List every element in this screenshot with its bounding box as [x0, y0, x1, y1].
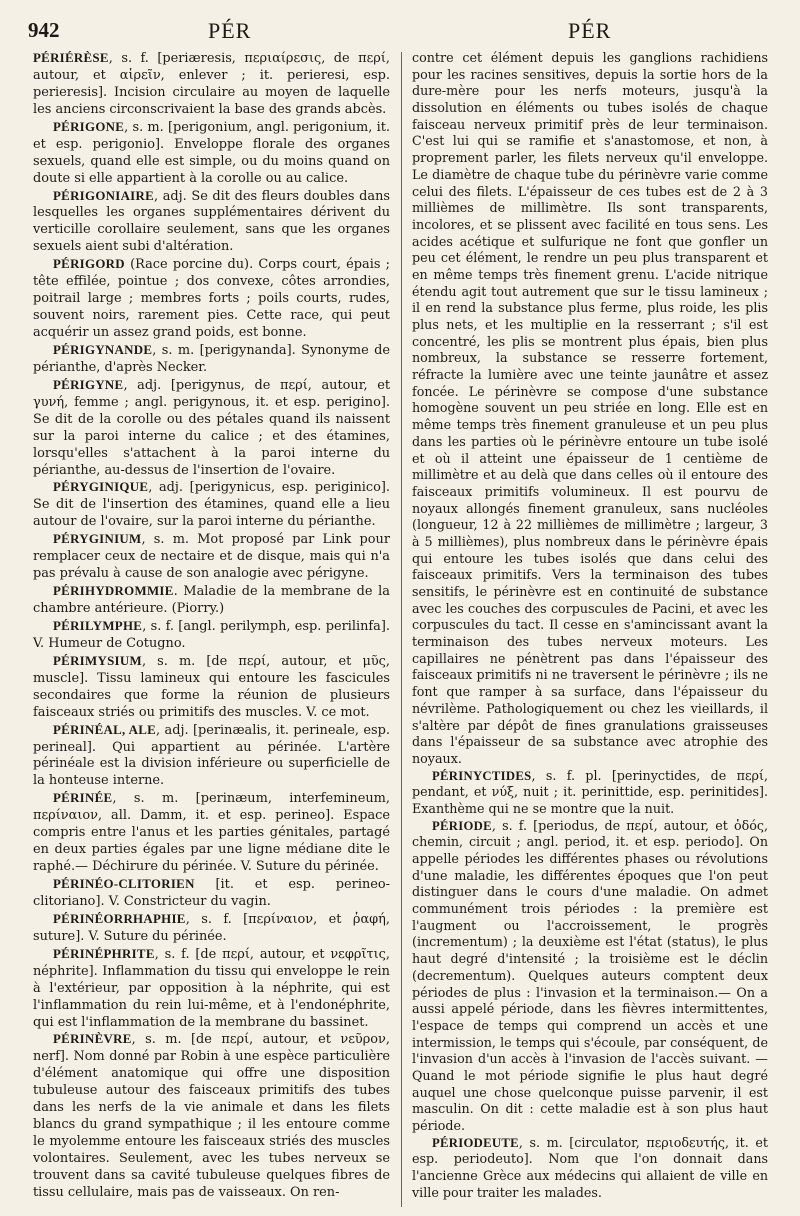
dictionary-entry — [33, 479, 390, 531]
dictionary-entry — [33, 342, 390, 377]
entry-headword: PÉRIGONE — [53, 119, 125, 134]
entry-headword: PÉRINÉAL, ALE — [53, 722, 157, 737]
entry-headword: PÉRIGYNANDE — [53, 342, 153, 357]
entry-definition: , s. m. [circulator, περιοδευτής, it. et esp. periodeuto]. Nom que l'on donnait dans l'ancienne Grèce aux médecins qui allaient de ville en ville pour traiter les malades. — [412, 1134, 768, 1200]
dictionary-entry — [33, 119, 390, 188]
entry-headword: PÉRIGYNE — [53, 377, 124, 392]
dictionary-entry — [33, 531, 390, 583]
right-column — [412, 50, 768, 1201]
entry-headword: PÉRINÉPHRITE — [53, 946, 155, 961]
entry-definition: , adj. [perigynicus, esp. periginico]. Se dit de l'insertion des étamines, quand elle a lieu autour de l'ovaire, sur la paroi interne du périanthe. — [33, 480, 390, 530]
dictionary-entry — [33, 876, 390, 911]
page-number: 942 — [28, 18, 60, 42]
dictionary-entry — [33, 911, 390, 946]
dictionary-entry — [33, 583, 390, 618]
dictionary-entry — [33, 188, 390, 257]
entry-headword: PÉRILYMPHE — [53, 618, 143, 633]
entry-headword: PÉRINYCTIDES — [432, 768, 532, 783]
left-running-head: PÉR — [208, 18, 252, 43]
entry-headword: PÉRINÈVRE — [53, 1032, 132, 1047]
entry-headword: PÉRIÉRÈSE — [33, 51, 109, 65]
entry-definition: , s. m. [de περί, autour, et νεῦρον, nerf]. Nom donné par Robin à une espèce particulière d'élément anatomique qui offre une disposition tubuleuse autour des faisceaux primitifs des tubes dans les nerfs de la vie animale et dans les filets blancs du grand sympathique ; il les entoure comme le myolemme entoure les faisceaux striés des muscles volontaires. Seulement, avec les tubes nerveux se trouvent dans sa cavité tubuleuse quelques fibres de tissu cellulaire, mais pas de vaisseaux. On ren- — [33, 1032, 390, 1200]
entry-definition: , s. f. [περίναιον, et ῥαφή, suture]. V. Suture du périnée. — [33, 911, 390, 944]
dictionary-entry — [33, 722, 390, 791]
dictionary-entry — [33, 256, 390, 342]
entry-definition: , s. f. pl. [perinyctides, de περί, pendant, et νύξ, nuit ; it. perinittide, esp. perinitides]. Exanthème qui ne se montre que la nuit. — [412, 767, 768, 816]
entry-definition: contre cet élément depuis les ganglions rachidiens pour les racines sensitives, depuis la sortie hors de la dure-mère pour les nerfs moteurs, jusqu'à la dissolution en éléments ou tubes isolés de chaque faisceau nerveux primitif près de leur terminaison. C'est lui qui se ramifie et s'anastomose, et non, à proprement parler, les filets nerveux qu'il enveloppe. Le diamètre de chaque tube du périnèvre varie comme celui des filets. L'épaisseur de ces tubes est de 2 à 3 millièmes de millimètre. Ils sont transparents, incolores, et se plissent avec facilité en tous sens. Les acides acétique et sulfurique ne font que gonfler un peu cet élément, le rendre un peu plus transparent et en même temps très finement grenu. L'acide nitrique étendu agit tout autrement que sur le tissu lamineux ; il en rend la substance plus ferme, plus roide, les plis plus nets, et les multiplie en la resserrant ; s'il est concentré, les plis se montrent plus épais, bien plus nombreux, la substance se resserre fortement, réfracte la lumière avec une teinte jaunâtre et assez foncée. Le périnèvre se compose d'une substance homogène souvent un peu striée en long. Elle est en même temps très finement granuleuse et un peu plus dans les parties où le périnèvre entoure un tube isolé et où il atteint une épaisseur de 1 centième de millimètre et au delà que dans celles où il entoure des faisceaux primitifs volumineux. Il est pourvu de noyaux allongés finement granuleux, sans nucléoles (longueur, 12 à 22 millièmes de millimètre ; largeur, 3 à 5 millièmes), plus nombreux dans le périnèvre épais qui entoure les tubes isolés que dans celui des faisceaux primitifs. Vers la terminaison des tubes sensitifs, le périnèvre est en continuité de substance avec les couches des corpuscules de Pacini, et avec les corpuscules du tact. Il cesse en s'amincissant avant la terminaison des tubes nerveux moteurs. Les capillaires ne pénètrent pas dans l'épaisseur des faisceaux primitifs ni ne traversent le périnèvre ; ils ne font que ramper à sa surface, dans l'épaisseur du névrilème. Pathologiquement ou chez les vieillards, il s'altère par dépôt de fines granulations graisseuses dans l'épaisseur de sa substance avec atrophie des noyaux. — [412, 50, 768, 766]
dictionary-entry — [33, 653, 390, 722]
column-divider — [401, 52, 402, 1207]
entry-definition: , s. m. [perinæum, interfemineum, περίναιον, all. Damm, it. et esp. perineo]. Espace compris entre l'anus et les parties génitales, partagé en deux parties égales par une ligne médiane dite le raphé.— Déchirure du périnée. V. Suture du périnée. — [33, 791, 390, 875]
entry-definition: . Maladie de la membrane de la chambre antérieure. (Piorry.) — [33, 584, 390, 616]
entry-definition: , s. m. Mot proposé par Link pour remplacer ceux de nectaire et de disque, mais qui n'a pas prévalu à cause de son analogie avec périgyne. — [33, 532, 390, 582]
right-running-head: PÉR — [568, 18, 612, 43]
dictionary-entry — [33, 790, 390, 876]
entry-headword: PÉRIMYSIUM — [53, 653, 142, 668]
entry-headword: PÉRINÉO-CLITORIEN — [53, 877, 195, 891]
dictionary-entry — [412, 1135, 768, 1202]
entry-headword: PÉRINÉE — [53, 791, 113, 806]
entry-headword: PÉRIODE — [432, 818, 492, 833]
entry-definition: , s. f. [angl. perilymph, esp. perilinfa]. V. Humeur de Cotugno. — [33, 618, 390, 651]
entry-headword: PÉRIHYDROMMIE — [53, 584, 174, 599]
dictionary-entry — [412, 50, 768, 768]
entry-definition: , adj. [perinæalis, it. perineale, esp. perineal]. Qui appartient au périnée. L'artère périnéale est la division inférieure ou superficielle de la honteuse interne. — [33, 722, 390, 789]
entry-headword: PÉRIGONIAIRE — [53, 188, 155, 203]
entry-definition: , s. m. [perigonium, angl. perigonium, it. et esp. perigonio]. Enveloppe florale des organes sexuels, quand elle est simple, ou du moins quand on doute si elle appartient à la corolle ou au calice. — [33, 119, 390, 186]
entry-definition: , s. f. [periodus, de περί, autour, et ὁδός, chemin, circuit ; angl. period, it. et esp. periodo]. On appelle périodes les différentes phases ou révolutions d'une maladie, les différentes époques que l'on peut distinguer dans le cours d'une maladie. On admet communément trois périodes : la première est l'augment ou l'accroissement, le progrès (incrementum) ; la deuxième est l'état (status), le plus haut degré d'intensité ; la troisième est le déclin (decrementum). Quelques auteurs comptent deux périodes de plus : l'invasion et la terminaison.— On a aussi appelé période, dans les fièvres intermittentes, l'espace de temps qui comprend un accès et une intermission, le temps qui s'écoule, par conséquent, de l'invasion d'un accès à l'invasion de l'accès suivant. — Quand le mot période signifie le plus haut degré auquel une chose quelconque puisse parvenir, il est masculin. On dit : cette maladie est à son plus haut période. — [412, 817, 768, 1133]
entry-definition: , adj. [perigynus, de περί, autour, et γυνή, femme ; angl. perigynous, it. et esp. perigino]. Se dit de la corolle ou des pétales quand ils naissent sur la paroi interne du calice ; et des étamines, lorsqu'elles s'attachent à la paroi interne du périanthe, au-dessus de l'insertion de l'ovaire. — [33, 377, 390, 478]
dictionary-entry — [33, 946, 390, 1032]
entry-definition: , s. f. [periæresis, περιαίρεσις, de περί, autour, et αἱρεῖν, enlever ; it. perieresi, esp. perieresis]. Incision circulaire au moyen de laquelle les anciens circonscrivaient la base des grands abcès. — [33, 51, 390, 117]
entry-headword: PÉRIGORD — [53, 257, 125, 272]
entry-headword: PÉRYGINIUM — [53, 532, 142, 547]
entry-definition: , adj. Se dit des fleurs doubles dans lesquelles les organes supplémentaires dérivent du verticille corollaire seulement, sans que les organes sexuels aient subi d'altération. — [33, 188, 390, 255]
dictionary-entry — [33, 1031, 390, 1201]
entry-headword: PÉRYGINIQUE — [53, 480, 149, 495]
entry-headword: PÉRINÉORRHAPHIE — [53, 911, 186, 926]
entry-definition: , s. f. [de περί, autour, et νεφρῖτις, néphrite]. Inflammation du tissu qui enveloppe le rein à l'extérieur, par opposition à la néphrite, qui est l'inflammation du rein lui-même, et à l'endonéphrite, qui est l'inflammation de la membrane du bassinet. — [33, 946, 390, 1030]
entry-headword: PÉRIODEUTE — [432, 1135, 519, 1150]
dictionary-entry — [33, 377, 390, 480]
dictionary-entry — [33, 618, 390, 653]
entry-definition: , s. m. [perigynanda]. Synonyme de périanthe, d'après Necker. — [33, 342, 390, 375]
dictionary-entry — [412, 768, 768, 818]
entry-definition: [it. et esp. perineo-clitoriano]. V. Constricteur du vagin. — [33, 877, 390, 909]
entry-definition: , s. m. [de περί, autour, et μῦς, muscle]. Tissu lamineux qui entoure les fascicules secondaires que forme la réunion de plusieurs faisceaux striés ou primitifs des muscles. V. ce mot. — [33, 653, 390, 720]
running-head — [28, 18, 776, 52]
left-column — [33, 50, 390, 1202]
dictionary-entry — [33, 50, 390, 119]
dictionary-entry — [412, 818, 768, 1135]
entry-definition: (Race porcine du). Corps court, épais ; tête effilée, pointue ; dos convexe, côtes arrondies, poitrail large ; membres forts ; poils courts, rudes, souvent noirs, rarement pies. Cette race, qui peut acquérir un assez grand poids, est bonne. — [33, 257, 390, 340]
